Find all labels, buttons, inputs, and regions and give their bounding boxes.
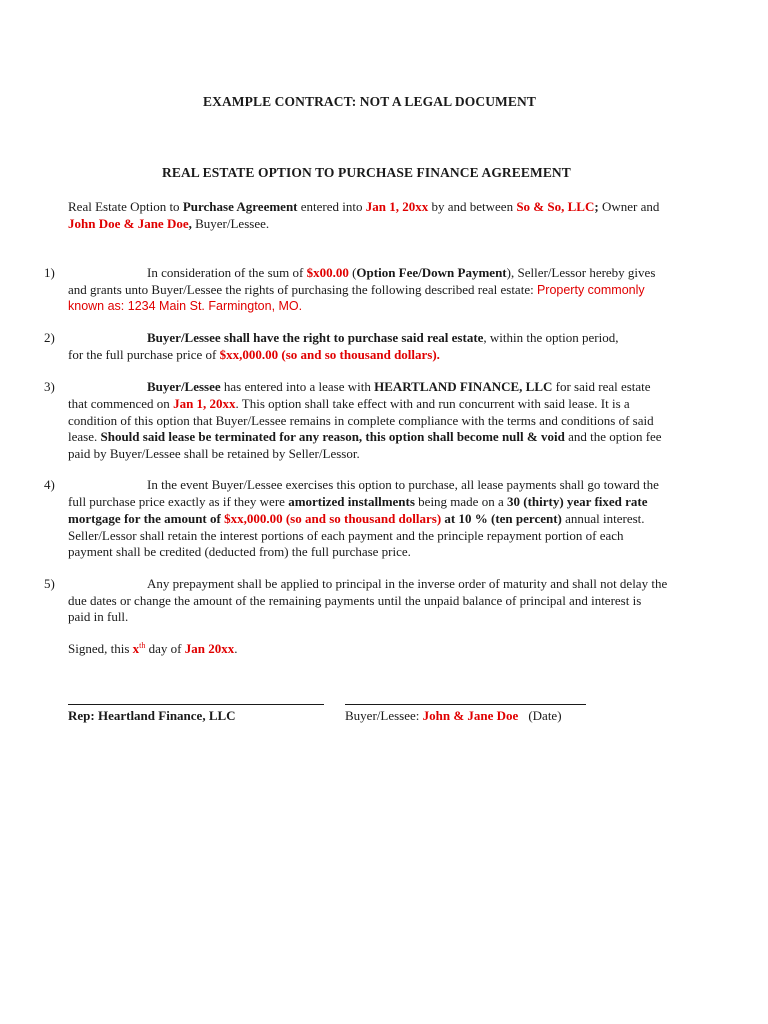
p1-text: ( (348, 265, 357, 280)
paragraph-5-line-3: paid in full. (68, 609, 129, 624)
paragraph-5-number: 5) (44, 576, 55, 591)
p3-date: Jan 1, 20xx (173, 396, 236, 411)
paragraph-2-line-2 (68, 347, 440, 363)
paragraph-3-number: 3) (44, 379, 55, 394)
paragraph-4-line-4: Seller/Lessor shall retain the interest portions of each payment and the principle repayment portion of each (68, 528, 624, 543)
intro-text: entered into (297, 199, 366, 214)
intro-text: ; (594, 199, 599, 214)
p1-text: ), Seller/Lessor hereby gives (506, 265, 656, 280)
buyer-signature-label (345, 708, 562, 724)
paragraph-1-line-1 (147, 265, 655, 281)
seller-signature-line (68, 704, 324, 705)
p4-price: $xx,000.00 (so and so thousand dollars) (224, 511, 442, 526)
intro-line-1 (68, 199, 659, 215)
p4-installments: amortized installments (288, 494, 415, 509)
paragraph-3-line-3: condition of this option that Buyer/Lessee remains in complete compliance with the terms and conditions of said (68, 413, 654, 428)
p3-lessor: HEARTLAND FINANCE, LLC (374, 379, 553, 394)
document-title: REAL ESTATE OPTION TO PURCHASE FINANCE AGREEMENT (162, 165, 571, 180)
paragraph-5-line-1: Any prepayment shall be applied to principal in the inverse order of maturity and shall not delay the (147, 576, 668, 591)
p3-text: for said real estate (552, 379, 651, 394)
p3-buyer: Buyer/Lessee (147, 379, 221, 394)
paragraph-4-line-1: In the event Buyer/Lessee exercises this option to purchase, all lease payments shall go toward the (147, 477, 659, 492)
signed-month: Jan 20xx (184, 641, 235, 656)
intro-seller: So & So, LLC (516, 199, 595, 214)
p1-fee: $x00.00 (306, 265, 349, 280)
seller-signature-label: Rep: Heartland Finance, LLC (68, 708, 236, 723)
p3-text: . This option shall take effect with and run concurrent with said lease. It is a (235, 396, 630, 411)
p1-property: Property commonly (536, 283, 645, 297)
p1-text: In consideration of the sum of (147, 265, 307, 280)
paragraph-4-line-5: payment shall be credited (deducted from) the full purchase price. (68, 544, 411, 559)
paragraph-5-line-2: due dates or change the amount of the remaining payments until the unpaid balance of principal and interest is (68, 593, 642, 608)
intro-line-2 (68, 216, 269, 232)
p2-text: for the full purchase price of (68, 347, 220, 362)
paragraph-2-number: 2) (44, 330, 55, 345)
buyer-names: John & Jane Doe (422, 708, 519, 723)
paragraph-3-line-2 (68, 396, 630, 412)
paragraph-3-line-5: paid by Buyer/Lessee shall be retained by Seller/Lessor. (68, 446, 360, 461)
p4-text: annual interest. (561, 511, 645, 526)
signed-text: Signed, this (68, 641, 133, 656)
p4-term: 30 (thirty) year fixed rate (506, 494, 648, 509)
p3-null-void: Should said lease be terminated for any reason, this option shall become null & void (100, 429, 565, 444)
paragraph-4-line-2 (68, 494, 648, 510)
paragraph-4-number: 4) (44, 477, 55, 492)
signature-date-label: (Date) (528, 708, 562, 723)
paragraph-3-line-4 (68, 429, 662, 445)
buyer-signature-line (345, 704, 586, 705)
p2-price: $xx,000.00 (so and so thousand dollars). (219, 347, 440, 362)
intro-text: Real Estate Option to (68, 199, 183, 214)
p3-text: that commenced on (68, 396, 174, 411)
signed-text: . (234, 641, 238, 656)
intro-text: , (188, 216, 192, 231)
intro-text: Owner and (598, 199, 660, 214)
intro-buyers: John Doe & Jane Doe (68, 216, 189, 231)
intro-date: Jan 1, 20xx (365, 199, 429, 214)
paragraph-4-line-3 (68, 511, 645, 527)
intro-text: Buyer/Lessee. (191, 216, 270, 231)
p1-text: and grants unto Buyer/Lessee the rights of purchasing the following described real estate: (68, 282, 537, 297)
p4-rate: at 10 % (ten percent) (441, 511, 562, 526)
p1-property-address: known as: 1234 Main St. Farmington, MO. (68, 299, 303, 313)
p4-text: being made on a (414, 494, 507, 509)
buyer-label: Buyer/Lessee: (345, 708, 423, 723)
signed-day: x (132, 641, 140, 656)
p4-mortgage: mortgage for the amount of (68, 511, 225, 526)
paragraph-2-line-1 (147, 330, 618, 346)
document-header: EXAMPLE CONTRACT: NOT A LEGAL DOCUMENT (203, 94, 536, 109)
signed-day-suffix: th (139, 641, 146, 650)
p3-text: and the option fee (564, 429, 662, 444)
p1-fee-label: Option Fee/Down Payment (356, 265, 507, 280)
paragraph-1-number: 1) (44, 265, 55, 280)
paragraph-1-line-2 (68, 282, 645, 298)
intro-text: by and between (428, 199, 517, 214)
intro-agreement: Purchase Agreement (182, 199, 298, 214)
p4-text: full purchase price exactly as if they were (68, 494, 289, 509)
p2-right: Buyer/Lessee shall have the right to purchase said real estate (147, 330, 484, 345)
p3-text: lease. (68, 429, 101, 444)
p2-text: , within the option period, (483, 330, 619, 345)
signed-text: day of (145, 641, 185, 656)
p3-text: has entered into a lease with (220, 379, 375, 394)
paragraph-1-line-3 (68, 298, 302, 314)
signed-line (68, 641, 237, 657)
paragraph-3-line-1 (147, 379, 651, 395)
